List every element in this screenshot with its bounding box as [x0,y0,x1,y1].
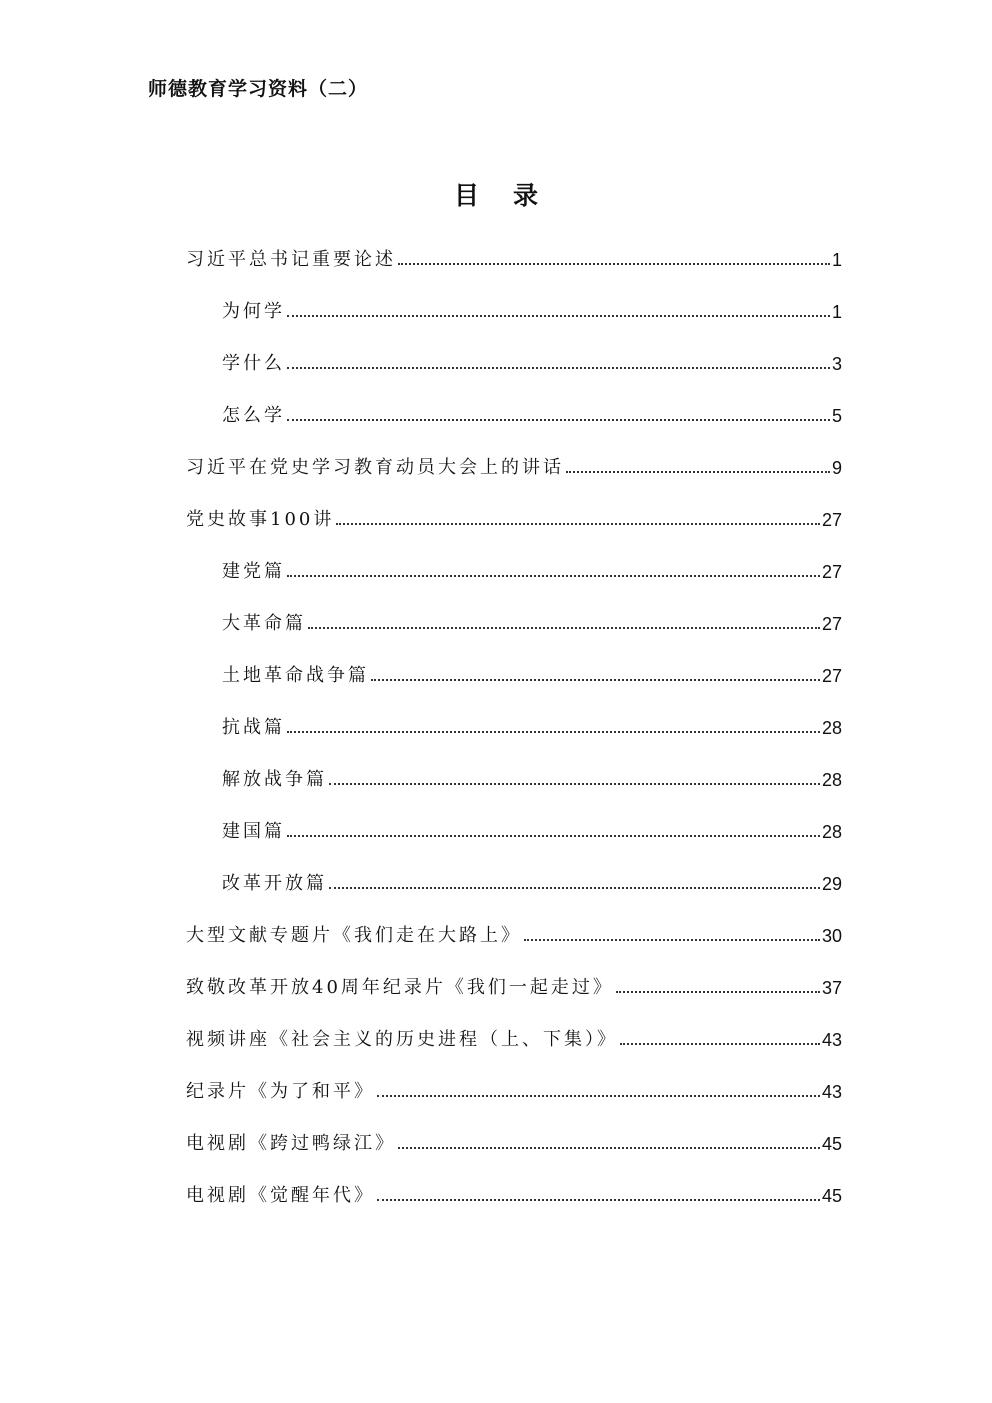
toc-entry[interactable] [186,794,842,846]
toc-dot-leader [329,887,820,889]
toc-entry[interactable] [186,898,842,950]
toc-entry-page-number: 5 [831,406,842,426]
toc-entry[interactable] [186,1054,842,1106]
toc-entry-page-number: 27 [821,510,842,530]
toc-entry-label: 建党篇 [222,561,285,582]
table-of-contents [186,222,842,1210]
toc-entry-label: 电视剧《觉醒年代》 [186,1185,375,1206]
toc-dot-leader [329,783,820,785]
toc-entry-label: 解放战争篇 [222,769,327,790]
toc-entry[interactable] [186,274,842,326]
toc-entry[interactable] [186,638,842,690]
toc-title [0,176,992,212]
toc-dot-leader [371,679,820,681]
toc-dot-leader [524,939,820,941]
toc-entry-label: 致敬改革开放40周年纪录片《我们一起走过》 [186,977,614,998]
toc-dot-leader [308,627,820,629]
toc-dot-leader [377,1199,820,1201]
toc-entry-label: 怎么学 [222,405,285,426]
toc-entry-page-number: 43 [821,1082,842,1102]
toc-entry-label: 土地革命战争篇 [222,665,369,686]
toc-dot-leader [616,991,820,993]
toc-entry-label: 党史故事100讲 [186,509,335,530]
toc-entry[interactable] [186,534,842,586]
toc-entry-page-number: 9 [831,458,842,478]
toc-entry[interactable] [186,742,842,794]
toc-entry-label: 改革开放篇 [222,873,327,894]
toc-entry-page-number: 45 [821,1134,842,1154]
toc-entry-page-number: 3 [831,354,842,374]
toc-entry-label: 大型文献专题片《我们走在大路上》 [186,925,522,946]
toc-entry-page-number: 30 [821,926,842,946]
toc-entry-page-number: 43 [821,1030,842,1050]
toc-entry-label: 建国篇 [222,821,285,842]
toc-dot-leader [398,1147,820,1149]
toc-entry-label: 为何学 [222,301,285,322]
toc-entry[interactable] [186,1106,842,1158]
toc-entry-label: 学什么 [222,353,285,374]
toc-entry[interactable] [186,690,842,742]
toc-dot-leader [287,835,820,837]
toc-entry-label: 大革命篇 [222,613,306,634]
toc-entry[interactable] [186,326,842,378]
toc-entry-label: 电视剧《跨过鸭绿江》 [186,1133,396,1154]
toc-entry[interactable] [186,430,842,482]
toc-entry-page-number: 1 [831,302,842,322]
toc-entry[interactable] [186,950,842,1002]
toc-entry[interactable] [186,1158,842,1210]
toc-dot-leader [287,731,820,733]
toc-title-char-2: 录 [513,181,539,210]
toc-entry-page-number: 27 [821,666,842,686]
toc-entry-label: 习近平总书记重要论述 [186,249,396,270]
toc-entry[interactable] [186,586,842,638]
toc-entry[interactable] [186,378,842,430]
toc-entry-page-number: 28 [821,718,842,738]
toc-dot-leader [398,263,830,265]
toc-entry-page-number: 45 [821,1186,842,1206]
toc-entry[interactable] [186,1002,842,1054]
toc-dot-leader [287,315,830,317]
toc-entry-label: 纪录片《为了和平》 [186,1081,375,1102]
toc-entry-page-number: 28 [821,770,842,790]
toc-dot-leader [620,1043,820,1045]
toc-entry[interactable] [186,482,842,534]
toc-dot-leader [287,419,830,421]
toc-entry[interactable] [186,846,842,898]
toc-entry-page-number: 28 [821,822,842,842]
toc-entry-label: 抗战篇 [222,717,285,738]
document-header: 师德教育学习资料（二） [148,78,369,100]
toc-title-char-1: 目 [453,181,479,210]
toc-entry[interactable] [186,222,842,274]
toc-entry-page-number: 29 [821,874,842,894]
toc-dot-leader [336,523,820,525]
toc-dot-leader [377,1095,820,1097]
toc-entry-page-number: 27 [821,614,842,634]
toc-entry-page-number: 27 [821,562,842,582]
toc-dot-leader [287,367,830,369]
toc-entry-label: 习近平在党史学习教育动员大会上的讲话 [186,457,564,478]
toc-entry-page-number: 37 [821,978,842,998]
toc-dot-leader [566,471,830,473]
toc-entry-label: 视频讲座《社会主义的历史进程（上、下集）》 [186,1029,618,1050]
toc-entry-page-number: 1 [831,250,842,270]
toc-dot-leader [287,575,820,577]
